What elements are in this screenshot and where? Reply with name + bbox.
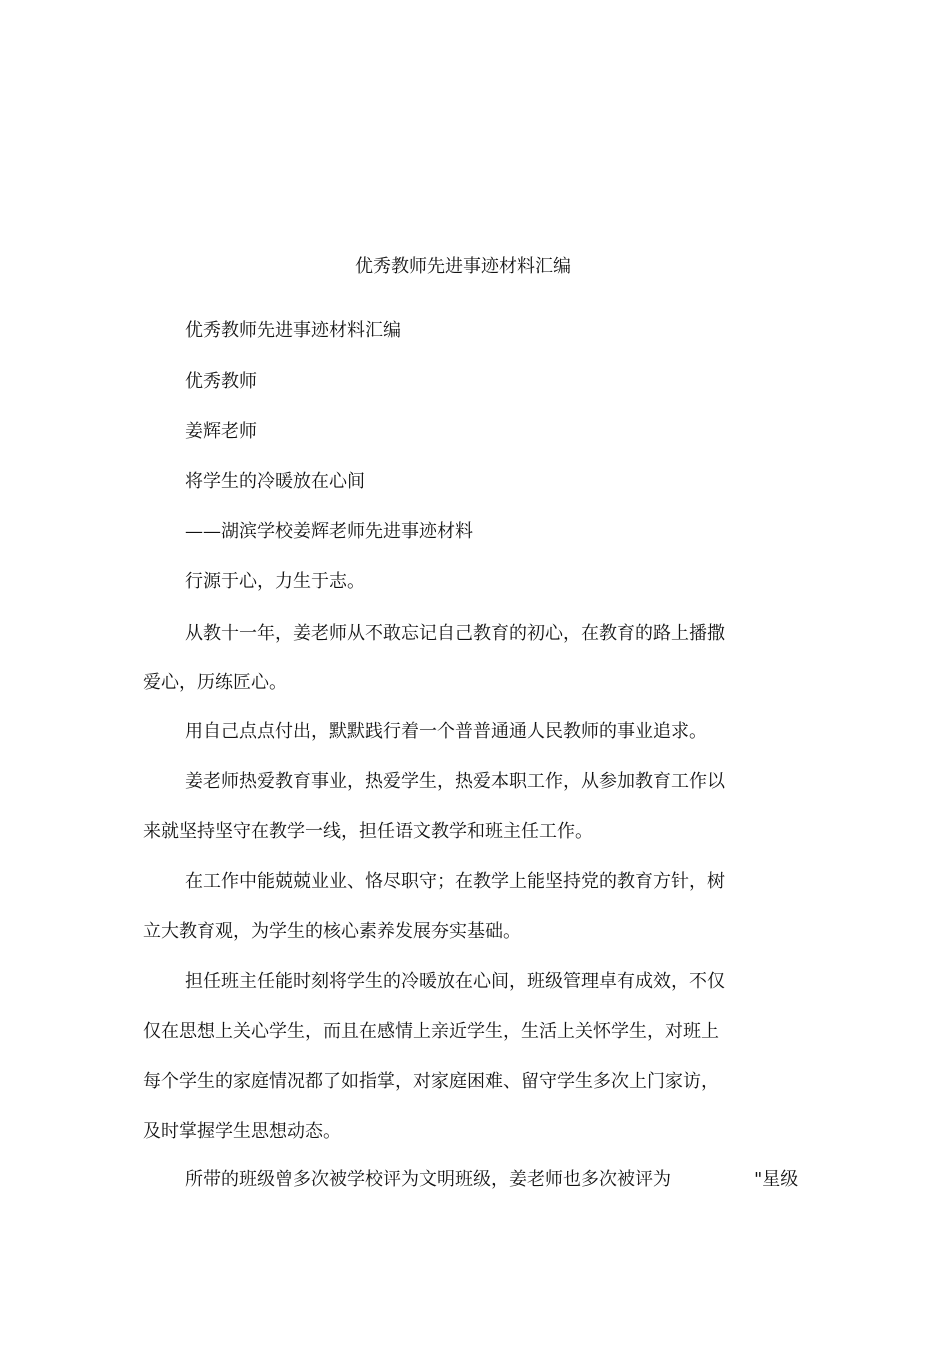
paragraph-line: 优秀教师先进事迹材料汇编 xyxy=(185,320,401,341)
paragraph-line: 每个学生的家庭情况都了如指掌，对家庭困难、留守学生多次上门家访， xyxy=(143,1071,719,1092)
paragraph-line: 在工作中能兢兢业业、恪尽职守；在教学上能坚持党的教育方针，树 xyxy=(185,871,725,892)
paragraph-line: 用自己点点付出，默默践行着一个普普通通人民教师的事业追求。 xyxy=(185,721,707,742)
document-title: 优秀教师先进事迹材料汇编 xyxy=(355,256,571,277)
paragraph-line: 行源于心，力生于志。 xyxy=(185,571,365,592)
paragraph-line: 优秀教师 xyxy=(185,371,257,392)
paragraph-line: 立大教育观，为学生的核心素养发展夯实基础。 xyxy=(143,921,521,942)
paragraph-line: 从教十一年，姜老师从不敢忘记自己教育的初心，在教育的路上播撒 xyxy=(185,623,725,644)
paragraph-line: ——湖滨学校姜辉老师先进事迹材料 xyxy=(185,521,473,542)
paragraph-line: 姜老师热爱教育事业，热爱学生，热爱本职工作，从参加教育工作以 xyxy=(185,771,725,792)
paragraph-line-continuation: "星级 xyxy=(754,1169,799,1190)
paragraph-line: 姜辉老师 xyxy=(185,421,257,442)
paragraph-line: 爱心，历练匠心。 xyxy=(143,672,287,693)
paragraph-line: 仅在思想上关心学生，而且在感情上亲近学生，生活上关怀学生，对班上 xyxy=(143,1021,719,1042)
paragraph-line: 及时掌握学生思想动态。 xyxy=(143,1121,341,1142)
paragraph-line: 来就坚持坚守在教学一线，担任语文教学和班主任工作。 xyxy=(143,821,593,842)
paragraph-line: 担任班主任能时刻将学生的冷暖放在心间，班级管理卓有成效，不仅 xyxy=(185,971,725,992)
paragraph-line: 所带的班级曾多次被学校评为文明班级，姜老师也多次被评为 xyxy=(185,1169,671,1190)
paragraph-line: 将学生的冷暖放在心间 xyxy=(185,471,365,492)
